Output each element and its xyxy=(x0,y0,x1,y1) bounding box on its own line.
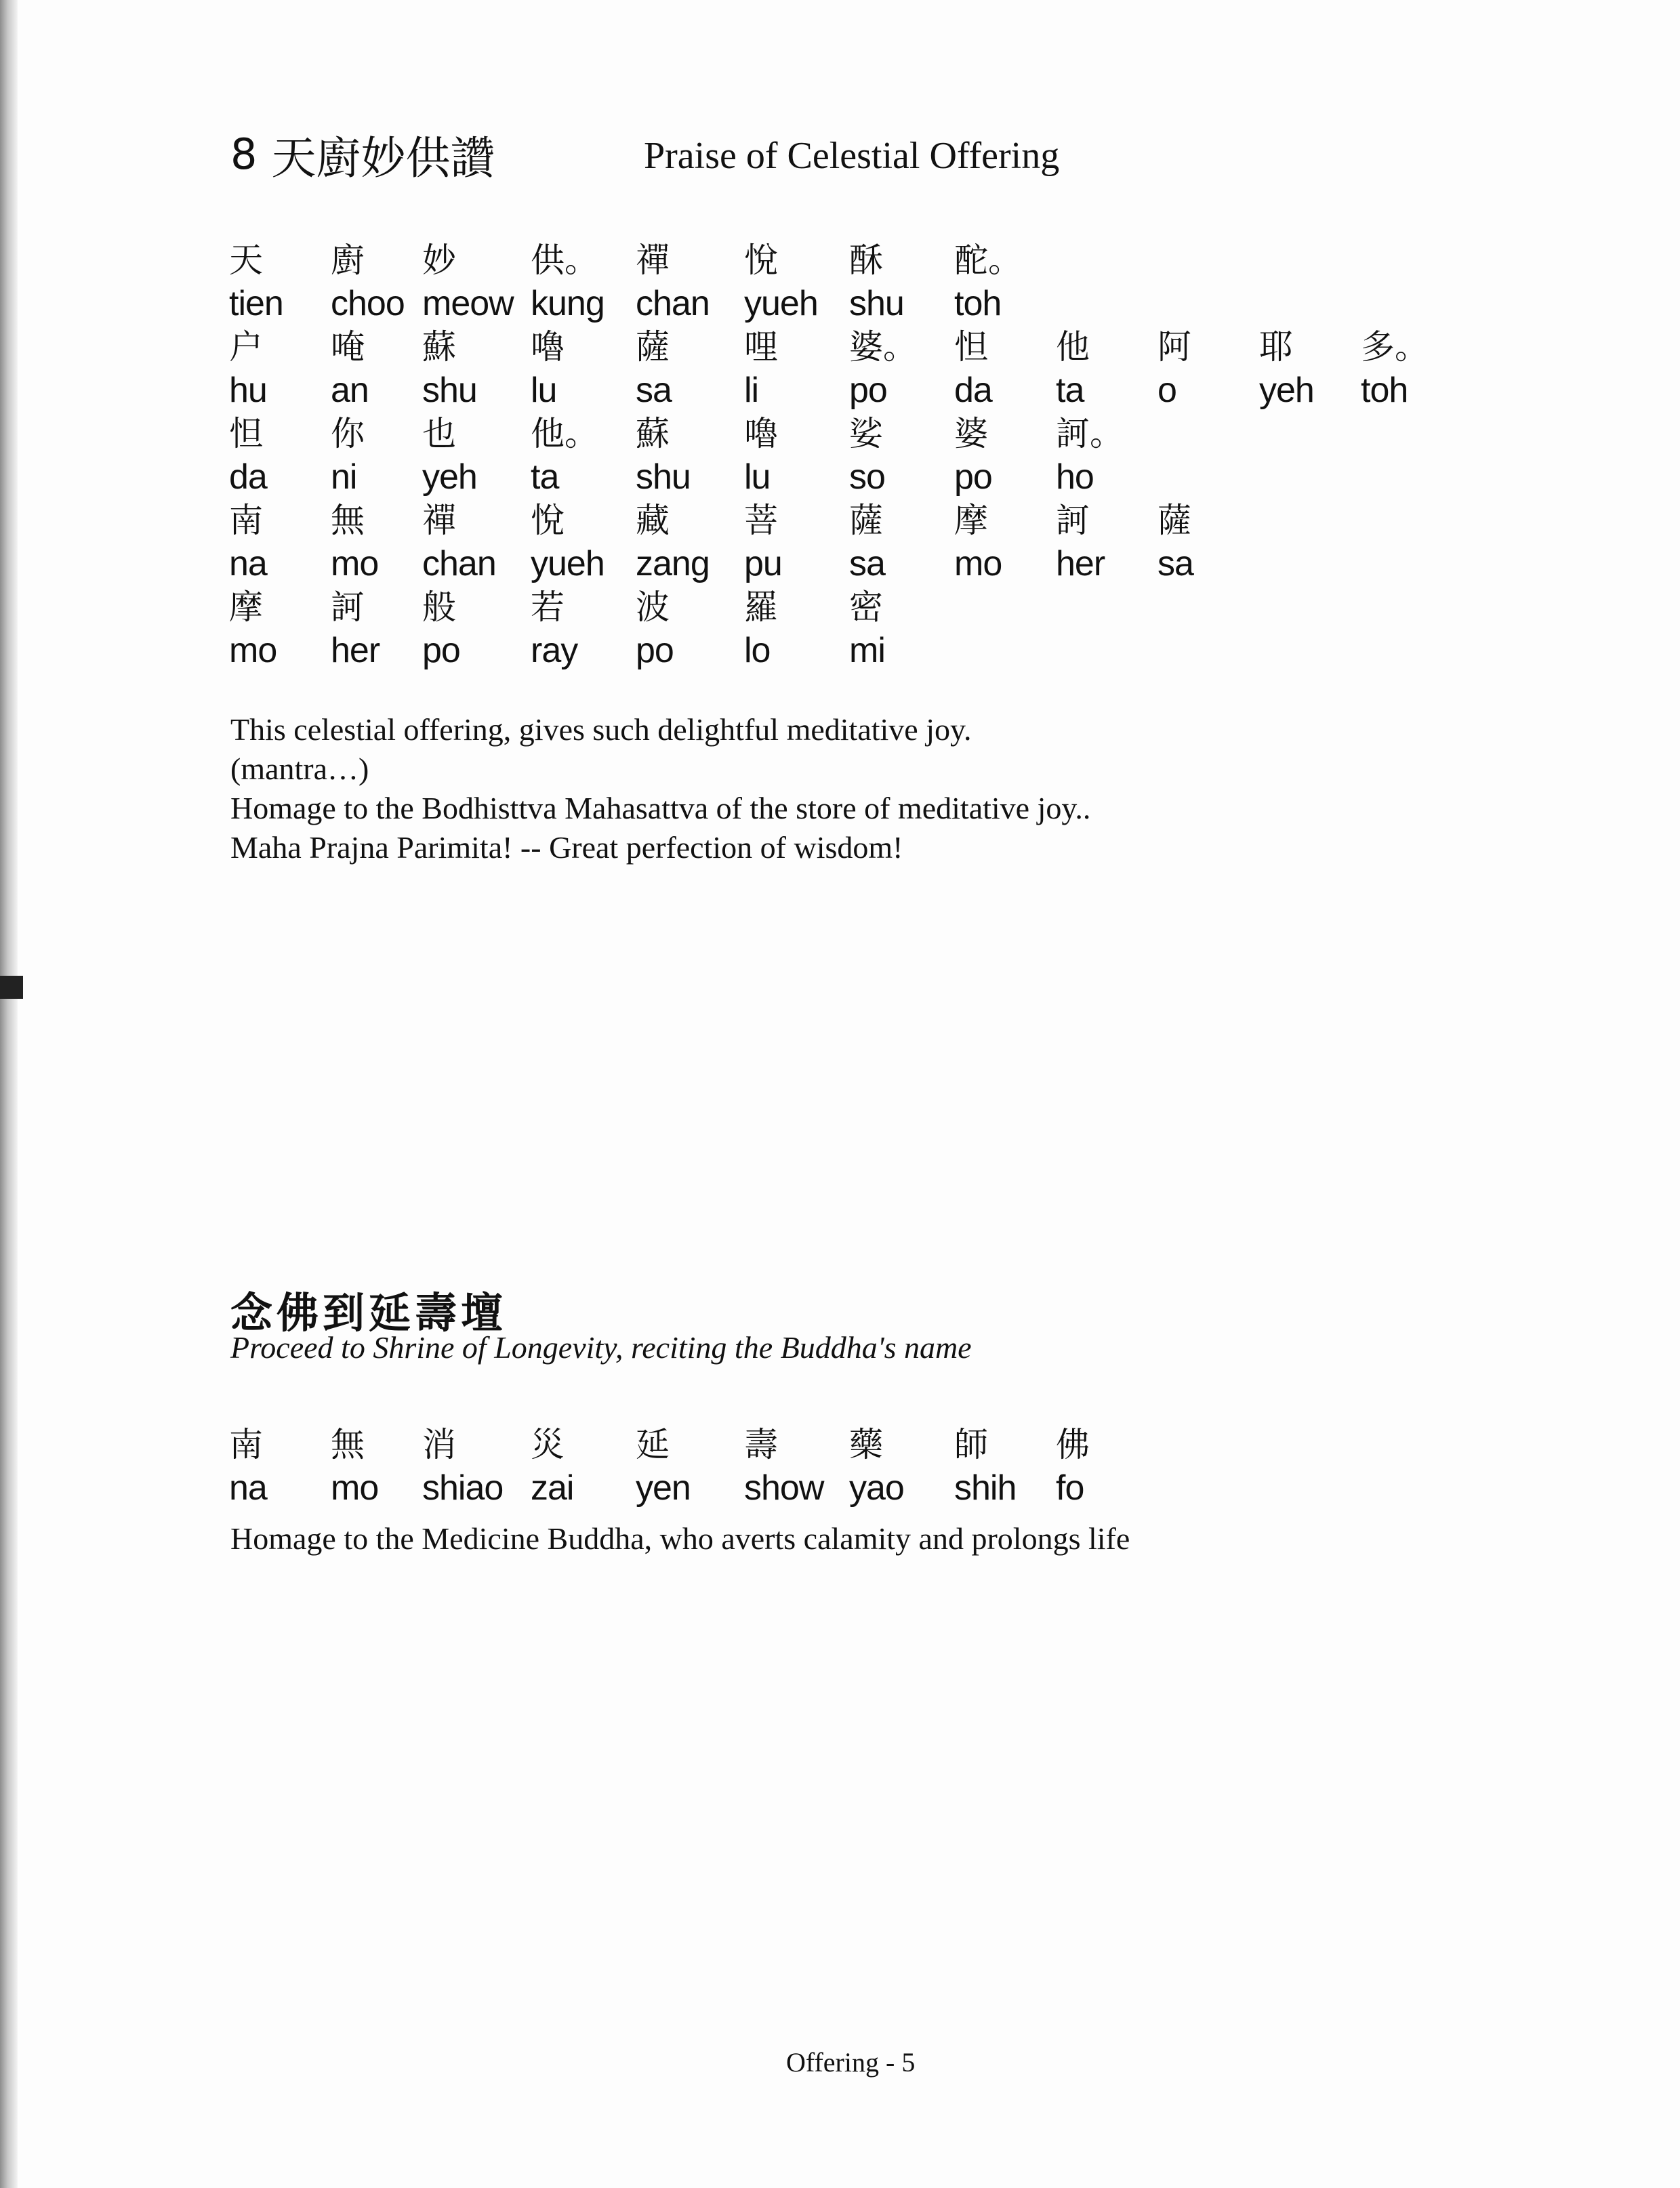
pinyin-syllable: da xyxy=(229,457,267,497)
chinese-character: 無 xyxy=(331,501,365,540)
pinyin-syllable: mo xyxy=(229,631,277,670)
chinese-character: 哩 xyxy=(744,327,778,367)
pinyin-syllable: po xyxy=(849,371,887,410)
pinyin-syllable: fo xyxy=(1056,1468,1084,1508)
pinyin-syllable: toh xyxy=(954,284,1002,323)
chinese-character: 羅 xyxy=(744,587,778,627)
chinese-character: 訶 xyxy=(1056,501,1090,540)
pinyin-syllable: her xyxy=(1056,544,1105,583)
chinese-character: 禪 xyxy=(422,501,456,540)
chinese-character: 般 xyxy=(422,587,456,627)
chinese-character: 薩 xyxy=(636,327,670,367)
chinese-character: 廚 xyxy=(331,241,365,280)
section1-heading xyxy=(230,122,1060,186)
pinyin-syllable: lu xyxy=(531,371,557,410)
chinese-character: 嚕 xyxy=(531,327,565,367)
pinyin-syllable: show xyxy=(744,1468,824,1508)
pinyin-syllable: shiao xyxy=(422,1468,504,1508)
pinyin-syllable: her xyxy=(331,631,380,670)
scan-edge-shadow xyxy=(0,0,18,2188)
chinese-character: 佛 xyxy=(1056,1425,1090,1464)
pinyin-syllable: mi xyxy=(849,631,885,670)
chinese-character: 師 xyxy=(954,1425,988,1464)
pinyin-syllable: zang xyxy=(636,544,710,583)
translation-line: Homage to the Bodhisttva Mahasattva of the store of meditative joy.. xyxy=(230,791,1091,825)
chinese-character: 無 xyxy=(331,1425,365,1464)
page-footer: Offering - 5 xyxy=(786,2047,916,2078)
chinese-character: 嚕 xyxy=(744,414,778,453)
pinyin-syllable: hu xyxy=(229,371,267,410)
pinyin-syllable: lo xyxy=(744,631,771,670)
chinese-character: 若 xyxy=(531,587,565,627)
chinese-character: 怛 xyxy=(954,327,988,367)
pinyin-syllable: mo xyxy=(331,544,379,583)
translation-line: Maha Prajna Parimita! -- Great perfection of wisdom! xyxy=(230,830,903,865)
section2-title-chinese: 念佛到延壽壇 xyxy=(230,1288,508,1338)
chinese-character: 訶 xyxy=(331,587,365,627)
pinyin-syllable: toh xyxy=(1361,371,1408,410)
chinese-character: 耶 xyxy=(1259,327,1293,367)
pinyin-syllable: shu xyxy=(849,284,904,323)
chinese-character: 摩 xyxy=(229,587,263,627)
pinyin-syllable: meow xyxy=(422,284,514,323)
chinese-character: 酥 xyxy=(849,241,883,280)
chinese-character: 災 xyxy=(531,1425,565,1464)
chinese-character: 蘇 xyxy=(422,327,456,367)
pinyin-syllable: ta xyxy=(1056,371,1084,410)
pinyin-syllable: an xyxy=(331,371,369,410)
pinyin-syllable: shu xyxy=(636,457,691,497)
pinyin-syllable: yueh xyxy=(531,544,605,583)
pinyin-syllable: ray xyxy=(531,631,578,670)
chinese-character: 供。 xyxy=(531,241,598,280)
chinese-character: 怛 xyxy=(229,414,263,453)
section2-title-english: Proceed to Shrine of Longevity, reciting the Buddha's name xyxy=(230,1330,972,1365)
translation-line: This celestial offering, gives such delightful meditative joy. xyxy=(230,712,972,747)
chinese-character: 禪 xyxy=(636,241,670,280)
chinese-character: 悅 xyxy=(531,501,565,540)
pinyin-syllable: chan xyxy=(422,544,496,583)
pinyin-syllable: yen xyxy=(636,1468,691,1508)
translation-block xyxy=(230,710,1090,867)
pinyin-syllable: sa xyxy=(849,544,885,583)
pinyin-syllable: mo xyxy=(954,544,1002,583)
pinyin-syllable: ho xyxy=(1056,457,1094,497)
chinese-character: 多。 xyxy=(1361,327,1429,367)
chinese-character: 婆 xyxy=(954,414,988,453)
section-number: 8 xyxy=(230,129,258,179)
pinyin-syllable: ta xyxy=(531,457,559,497)
pinyin-syllable: o xyxy=(1157,371,1176,410)
chinese-character: 藏 xyxy=(636,501,670,540)
chinese-character: 阿 xyxy=(1157,327,1191,367)
pinyin-syllable: mo xyxy=(331,1468,379,1508)
chinese-character: 他 xyxy=(1056,327,1090,367)
pinyin-syllable: zai xyxy=(531,1468,574,1508)
pinyin-syllable: sa xyxy=(636,371,672,410)
chinese-character: 摩 xyxy=(954,501,988,540)
chinese-character: 唵 xyxy=(331,327,365,367)
pinyin-syllable: po xyxy=(954,457,992,497)
chinese-character: 菩 xyxy=(744,501,778,540)
pinyin-syllable: sa xyxy=(1157,544,1193,583)
pinyin-syllable: shih xyxy=(954,1468,1017,1508)
chinese-character: 你 xyxy=(331,414,365,453)
translation-line: (mantra…) xyxy=(230,751,369,786)
pinyin-syllable: na xyxy=(229,1468,267,1508)
chinese-character: 他。 xyxy=(531,414,598,453)
pinyin-syllable: na xyxy=(229,544,267,583)
pinyin-syllable: so xyxy=(849,457,885,497)
chinese-character: 天 xyxy=(229,241,263,280)
pinyin-syllable: chan xyxy=(636,284,710,323)
chinese-character: 也 xyxy=(422,414,456,453)
scan-mark xyxy=(0,976,23,999)
pinyin-syllable: po xyxy=(422,631,460,670)
chinese-character: 訶。 xyxy=(1056,414,1124,453)
pinyin-syllable: kung xyxy=(531,284,605,323)
pinyin-syllable: yeh xyxy=(1259,371,1314,410)
chinese-character: 悅 xyxy=(744,241,778,280)
pinyin-syllable: lu xyxy=(744,457,771,497)
pinyin-syllable: yeh xyxy=(422,457,477,497)
pinyin-syllable: yao xyxy=(849,1468,904,1508)
section-title-chinese: 天廚妙供讚 xyxy=(271,132,495,184)
chinese-character: 薩 xyxy=(849,501,883,540)
chinese-character: 延 xyxy=(636,1425,670,1464)
chinese-character: 波 xyxy=(636,587,670,627)
pinyin-syllable: li xyxy=(744,371,759,410)
pinyin-syllable: shu xyxy=(422,371,477,410)
chinese-character: 南 xyxy=(229,1425,263,1464)
chinese-character: 妙 xyxy=(422,241,456,280)
pinyin-syllable: tien xyxy=(229,284,283,323)
section2-translation: Homage to the Medicine Buddha, who averts calamity and prolongs life xyxy=(230,1521,1130,1556)
chinese-character: 酡。 xyxy=(954,241,1022,280)
chinese-character: 娑 xyxy=(849,414,883,453)
chinese-character: 户 xyxy=(229,327,263,367)
chinese-character: 藥 xyxy=(849,1425,883,1464)
chinese-character: 密 xyxy=(849,587,883,627)
chinese-character: 消 xyxy=(422,1425,456,1464)
pinyin-syllable: da xyxy=(954,371,992,410)
pinyin-syllable: po xyxy=(636,631,674,670)
section-title-english: Praise of Celestial Offering xyxy=(644,135,1060,177)
chinese-character: 婆。 xyxy=(849,327,917,367)
chinese-character: 蘇 xyxy=(636,414,670,453)
chinese-character: 壽 xyxy=(744,1425,778,1464)
pinyin-syllable: ni xyxy=(331,457,357,497)
chinese-character: 薩 xyxy=(1157,501,1191,540)
pinyin-syllable: choo xyxy=(331,284,405,323)
pinyin-syllable: pu xyxy=(744,544,782,583)
pinyin-syllable: yueh xyxy=(744,284,818,323)
chinese-character: 南 xyxy=(229,501,263,540)
